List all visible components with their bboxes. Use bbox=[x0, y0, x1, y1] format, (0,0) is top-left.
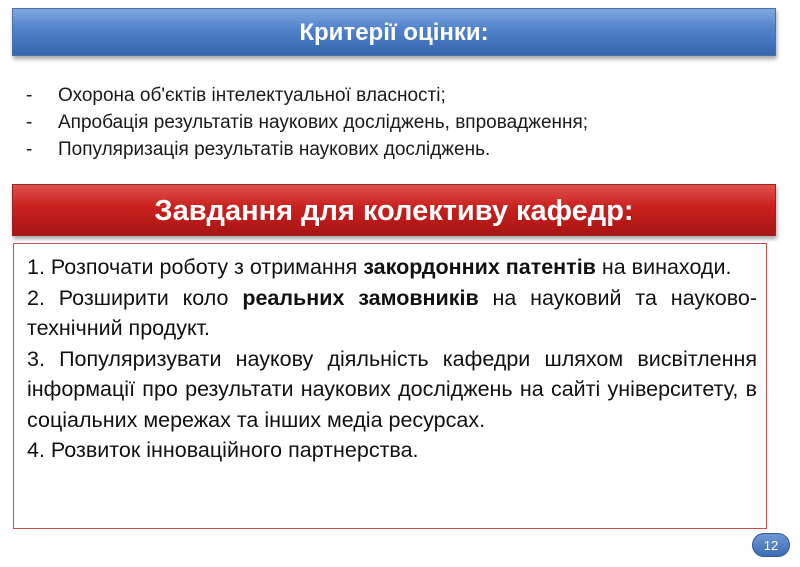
criteria-item bbox=[26, 109, 588, 136]
task-item bbox=[27, 252, 757, 283]
tasks-box bbox=[13, 243, 767, 529]
list-dash: - bbox=[26, 112, 33, 133]
criteria-list bbox=[26, 82, 588, 163]
task-text: на винаходи. bbox=[595, 255, 732, 279]
page-number: 12 bbox=[763, 538, 779, 553]
criteria-item bbox=[26, 136, 588, 163]
task-text: 2. Розширити коло bbox=[27, 285, 243, 310]
task-item bbox=[27, 283, 757, 344]
task-emphasis: закордонних патентів bbox=[363, 255, 596, 279]
list-dash: - bbox=[26, 139, 33, 160]
task-item: 3. Популяризувати наукову діяльність кафедри шляхом висвітлення інформації про результати наукових досліджень на сайті університету, в соціальних мережах та інших медіа ресурсах. bbox=[27, 346, 757, 432]
task-item: 4. Розвиток інноваційного партнерства. bbox=[27, 438, 419, 462]
task-text: на науковий та науково-технічний продукт. bbox=[27, 285, 757, 340]
page-number-badge bbox=[752, 533, 790, 557]
criteria-item-text: Апробація результатів наукових досліджень, впровадження; bbox=[58, 112, 589, 133]
task-emphasis: реальних замовників bbox=[242, 285, 479, 310]
criteria-item-text: Охорона об'єктів інтелектуальної власності; bbox=[58, 85, 446, 106]
criteria-item-text: Популяризація результатів наукових досліджень. bbox=[58, 139, 491, 160]
tasks-title-banner bbox=[12, 184, 776, 236]
task-text: 1. Розпочати роботу з отримання bbox=[27, 255, 364, 279]
tasks-title: Завдання для колективу кафедр: bbox=[154, 195, 634, 227]
criteria-title: Критерії оцінки: bbox=[299, 19, 489, 46]
criteria-title-banner bbox=[12, 8, 776, 56]
criteria-item bbox=[26, 82, 588, 109]
list-dash: - bbox=[26, 85, 33, 106]
